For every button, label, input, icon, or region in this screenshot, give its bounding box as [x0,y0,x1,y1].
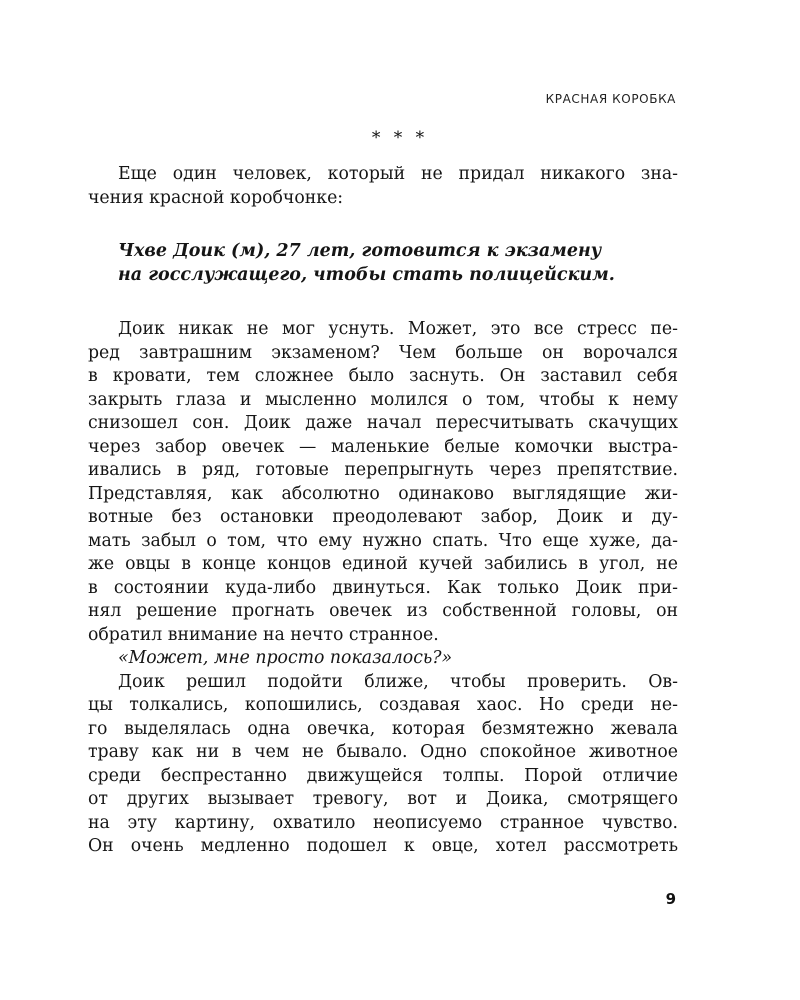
running-header: КРАСНАЯ КОРОБКА [545,92,676,106]
body-line: Доик решил подойти ближе, чтобы проверить. Ов- [118,671,678,692]
epigraph-line: на госслужащего, чтобы стать полицейским. [118,264,615,285]
body-line: цы толкались, копошились, создавая хаос. Но среди не- [88,695,678,715]
body-line: нял решение прогнать овечек из собственной головы, он [88,601,678,621]
body-line: обратил внимание на нечто странное. [88,624,439,645]
intro-paragraph [88,163,678,210]
body-line: мать забыл о том, что ему нужно спать. Что еще хуже, да- [88,530,678,551]
body-line: в состоянии куда-либо двинуться. Как только Доик при- [88,577,678,598]
body-line: снизошел сон. Доик даже начал пересчитывать скачущих [88,413,678,433]
epigraph [118,240,708,287]
body-line-italic: «Может, мне просто показалось?» [118,648,453,668]
page-number: 9 [665,890,676,908]
section-separator: * * * [371,128,429,148]
intro-line: чения красной коробчонке: [88,187,344,208]
intro-line: Еще один человек, который не придал никакого зна- [118,164,678,184]
body-line: от других вызывает тревогу, вот и Доика, смотрящего [88,789,678,809]
body-line: вотные без остановки преодолевают забор, Доик и ду- [88,507,678,527]
body-line: ред завтрашним экзаменом? Чем больше он ворочался [88,342,678,363]
epigraph-line: Чхве Доик (м), 27 лет, готовится к экзамену [118,241,602,261]
body-line: через забор овечек — маленькие белые комочки выстра- [88,436,678,457]
body-line: среди беспрестанно движущейся толпы. Порой отличие [88,765,678,786]
body-line: Представляя, как абсолютно одинаково выглядящие жи- [88,483,678,504]
body-line: траву как ни в чем не бывало. Одно спокойное животное [88,742,678,762]
body-line: Он очень медленно подошел к овце, хотел рассмотреть [88,836,678,856]
body-line: ивались в ряд, готовые перепрыгнуть через препятствие. [88,460,678,480]
body-line: го выделялась одна овечка, которая безмятежно жевала [88,718,678,739]
body-line: на эту картину, охватило неописуемо странное чувство. [88,812,678,833]
body-line: же овцы в конце концов единой кучей забились в угол, не [88,554,678,574]
body-line: в кровати, тем сложнее было заснуть. Он заставил себя [88,366,678,386]
body-text [88,318,678,859]
body-line: Доик никак не мог уснуть. Может, это все стресс пе- [118,319,678,339]
body-line: закрыть глаза и мысленно молился о том, чтобы к нему [88,389,678,410]
